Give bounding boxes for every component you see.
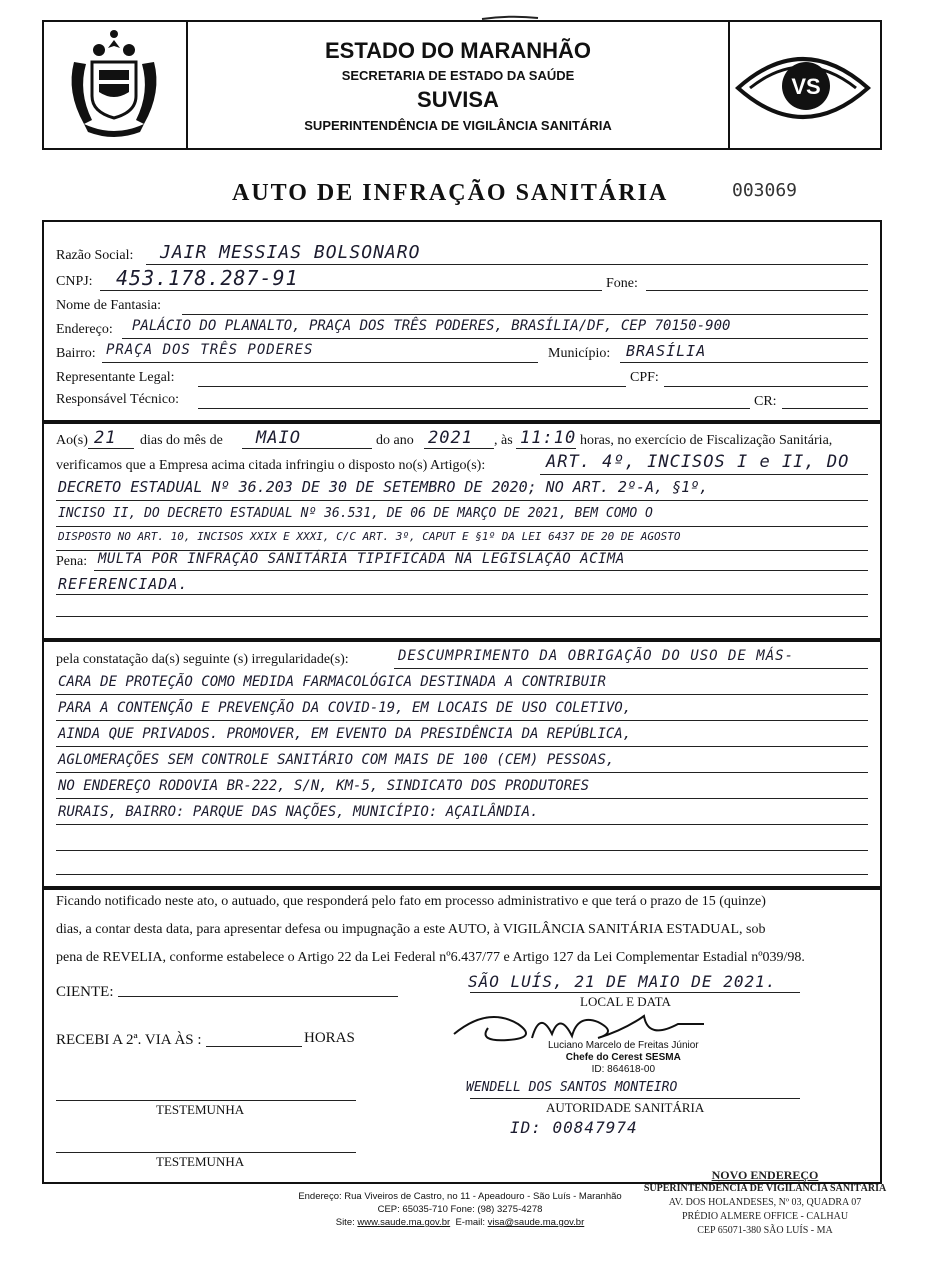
new-address-line-1: SUPERINTENDÊNCIA DE VIGILÂNCIA SANITÁRIA — [643, 1183, 887, 1194]
new-address-stamp — [640, 1168, 890, 1238]
header — [42, 20, 882, 150]
state-coat-of-arms-logo — [44, 22, 188, 148]
irregularity-line-6 — [56, 798, 868, 799]
pena-line-1-value[interactable]: MULTA POR INFRAÇÃO SANITÁRIA TIPIFICADA NA LEGISLAÇÃO ACIMA — [98, 551, 625, 567]
testemunha-1-label: TESTEMUNHA — [156, 1102, 245, 1117]
top-mark — [480, 8, 540, 14]
autoridade-label: AUTORIDADE SANITÁRIA — [546, 1100, 705, 1115]
responsavel-label: Responsável Técnico: — [56, 392, 179, 407]
artigos-line-4-value[interactable]: DISPOSTO NO ART. 10, INCISOS XXIX E XXXI, C/C ART. 3º, CAPUT E §1º DA LEI 6437 DE 20 DE AGOSTO — [58, 530, 681, 543]
official-stamp — [548, 1040, 699, 1076]
time-line — [516, 448, 576, 449]
year-value[interactable]: 2021 — [428, 428, 473, 448]
new-address-line-2: AV. DOS HOLANDESES, Nº 03, QUADRA 07 — [668, 1197, 862, 1208]
vs-eye-logo — [728, 22, 880, 148]
bairro-label: Bairro: — [56, 346, 96, 361]
fantasia-label: Nome de Fantasia: — [56, 298, 161, 313]
endereco-label: Endereço: — [56, 322, 113, 337]
recebi-line — [206, 1046, 302, 1047]
as-label: , às — [494, 433, 513, 448]
day-value[interactable]: 21 — [94, 428, 117, 448]
notice-line-1: Ficando notificado neste ato, o autuado, que responderá pelo fato em processo administrativo e que terá o prazo de 15 (quinze) — [56, 894, 766, 909]
fone-line — [646, 290, 868, 291]
testemunha-2-line — [56, 1152, 356, 1153]
bairro-value[interactable]: PRAÇA DOS TRÊS PODERES — [106, 342, 314, 358]
razao-social-value[interactable]: JAIR MESSIAS BOLSONARO — [160, 242, 421, 263]
footer-contacts — [270, 1216, 650, 1229]
ano-label: do ano — [376, 433, 414, 448]
month-line — [242, 448, 372, 449]
irregularity-line-1-value[interactable]: DESCUMPRIMENTO DA OBRIGAÇÃO DO USO DE MÁS- — [398, 648, 795, 664]
ciente-line — [118, 996, 398, 997]
irregularity-line-2-value[interactable]: CARA DE PROTEÇÃO COMO MEDIDA FARMACOLÓGICA DESTINADA A CONTRIBUIR — [58, 674, 606, 690]
cr-line — [782, 408, 868, 409]
ao-label: Ao(s) — [56, 433, 88, 448]
stamp-name: Luciano Marcelo de Freitas Júnior — [548, 1040, 699, 1051]
pena-line-2 — [56, 594, 868, 595]
cpf-label: CPF: — [630, 370, 659, 385]
recebi-label: RECEBI A 2ª. VIA ÀS : — [56, 1032, 202, 1048]
cnpj-label: CNPJ: — [56, 274, 93, 289]
month-value[interactable]: MAIO — [256, 428, 301, 448]
municipio-line — [620, 362, 868, 363]
artigos-line-2 — [56, 500, 868, 501]
year-line — [424, 448, 494, 449]
state-name: ESTADO DO MARANHÃO — [324, 38, 592, 63]
municipio-value[interactable]: BRASÍLIA — [626, 342, 707, 360]
notice-line-3: pena de REVELIA, conforme estabelece o Artigo 22 da Lei Federal nº6.437/77 e Artigo 127 da Lei Complementar Estadial nº039/98. — [56, 950, 805, 965]
inspector-id-value[interactable]: ID: 00847974 — [510, 1118, 638, 1137]
fone-label: Fone: — [606, 276, 638, 291]
local-data-label: LOCAL E DATA — [580, 994, 671, 1009]
endereco-line — [122, 338, 868, 339]
artigos-line-3 — [56, 526, 868, 527]
irregularity-line-9 — [56, 874, 868, 875]
inspector-name-value[interactable]: WENDELL DOS SANTOS MONTEIRO — [466, 1080, 678, 1095]
irregularity-line-3-value[interactable]: PARA A CONTENÇÃO E PREVENÇÃO DA COVID-19, EM LOCAIS DE USO COLETIVO, — [58, 700, 632, 716]
irregularity-label: pela constatação da(s) seguinte (s) irregularidade(s): — [56, 652, 349, 667]
dias-label: dias do mês de — [140, 433, 223, 448]
endereco-value[interactable]: PALÁCIO DO PLANALTO, PRAÇA DOS TRÊS PODERES, BRASÍLIA/DF, CEP 70150-900 — [132, 318, 731, 334]
irregularity-line-1 — [394, 668, 868, 669]
irregularity-line-5-value[interactable]: AGLOMERAÇÕES SEM CONTROLE SANITÁRIO COM MAIS DE 100 (CEM) PESSOAS, — [58, 752, 615, 768]
razao-social-label: Razão Social: — [56, 248, 134, 263]
document-title: AUTO DE INFRAÇÃO SANITÁRIA — [232, 180, 669, 206]
new-address-line-3: PRÉDIO ALMERE OFFICE - CALHAU — [681, 1211, 849, 1222]
irregularity-line-6-value[interactable]: NO ENDEREÇO RODOVIA BR-222, S/N, KM-5, SINDICATO DOS PRODUTORES — [58, 778, 590, 794]
artigos-line-3-value[interactable]: INCISO II, DO DECRETO ESTADUAL Nº 36.531, DE 06 DE MARÇO DE 2021, BEM COMO O — [58, 506, 653, 521]
irregularity-line-7-value[interactable]: RURAIS, BAIRRO: PARQUE DAS NAÇÕES, MUNICÍPIO: AÇAILÂNDIA. — [58, 804, 539, 820]
artigos-line-1-value[interactable]: ART. 4º, INCISOS I e II, DO — [546, 452, 850, 472]
testemunha-2-label: TESTEMUNHA — [156, 1154, 245, 1169]
footer-address-line-1: Endereço: Rua Viveiros de Castro, no 11 - Apeadouro - São Luís - Maranhão — [298, 1191, 622, 1202]
fantasia-line — [182, 314, 868, 315]
irregularity-line-3 — [56, 720, 868, 721]
cnpj-value[interactable]: 453.178.287-91 — [116, 266, 299, 290]
autoridade-line — [470, 1098, 800, 1099]
stamp-id: ID: 864618-00 — [591, 1064, 656, 1075]
irregularity-line-5 — [56, 772, 868, 773]
pena-line-2-value[interactable]: REFERENCIADA. — [58, 575, 189, 593]
ciente-label: CIENTE: — [56, 984, 114, 1000]
bairro-line — [102, 362, 538, 363]
site-link[interactable]: www.saude.ma.gov.br — [357, 1217, 451, 1228]
recebi-horas-label: HORAS — [304, 1030, 355, 1046]
secretariat-name: SECRETARIA DE ESTADO DA SAÚDE — [341, 68, 575, 83]
document-number: 003069 — [732, 180, 798, 201]
cpf-line — [664, 386, 868, 387]
representante-line — [198, 386, 626, 387]
stamp-role: Chefe do Cerest SESMA — [565, 1052, 681, 1063]
irregularity-line-4 — [56, 746, 868, 747]
cnpj-line — [100, 290, 602, 291]
municipio-label: Município: — [548, 346, 611, 361]
local-data-line — [470, 992, 800, 993]
horas-label: horas, no exercício de Fiscalização Sanitária, — [580, 433, 833, 448]
email-label: E-mail: — [455, 1217, 485, 1228]
responsavel-line — [198, 408, 750, 409]
new-address-title: NOVO ENDEREÇO — [711, 1168, 819, 1182]
agency-name: SUVISA — [417, 87, 499, 112]
day-line — [88, 448, 134, 449]
irregularity-line-4-value[interactable]: AINDA QUE PRIVADOS. PROMOVER, EM EVENTO DA PRESIDÊNCIA DA REPÚBLICA, — [58, 726, 632, 742]
irregularity-line-8 — [56, 850, 868, 851]
email-link[interactable]: visa@saude.ma.gov.br — [487, 1217, 585, 1228]
pena-line-3 — [56, 616, 868, 617]
agency-full-name: SUPERINTENDÊNCIA DE VIGILÂNCIA SANITÁRIA — [304, 118, 612, 133]
razao-social-line — [146, 264, 868, 265]
artigos-line-1 — [540, 474, 868, 475]
local-data-value[interactable]: SÃO LUÍS, 21 DE MAIO DE 2021. — [468, 972, 777, 991]
cr-label: CR: — [754, 394, 777, 409]
notice-line-2: dias, a contar desta data, para apresentar defesa ou impugnação a este AUTO, à VIGILÂNCIA SANITÁRIA ESTADUAL, sob — [56, 922, 766, 937]
irregularity-line-2 — [56, 694, 868, 695]
artigos-line-2-value[interactable]: DECRETO ESTADUAL Nº 36.203 DE 30 DE SETEMBRO DE 2020; NO ART. 2º-A, §1º, — [58, 478, 709, 496]
vs-logo-letters: VS — [791, 74, 821, 99]
header-text — [186, 22, 730, 148]
verificamos-label: verificamos que a Empresa acima citada infringiu o disposto no(s) Artigo(s): — [56, 458, 486, 473]
footer-address-line-2: CEP: 65035-710 Fone: (98) 3275-4278 — [377, 1204, 543, 1215]
irregularity-line-7 — [56, 824, 868, 825]
time-value[interactable]: 11:10 — [520, 428, 577, 448]
pena-label: Pena: — [56, 554, 88, 569]
pena-line-1 — [94, 570, 868, 571]
testemunha-1-line — [56, 1100, 356, 1101]
new-address-line-4: CEP 65071-380 SÃO LUÍS - MA — [697, 1225, 833, 1236]
representante-label: Representante Legal: — [56, 370, 175, 385]
footer-address — [270, 1190, 650, 1229]
site-label: Site: — [335, 1217, 355, 1228]
